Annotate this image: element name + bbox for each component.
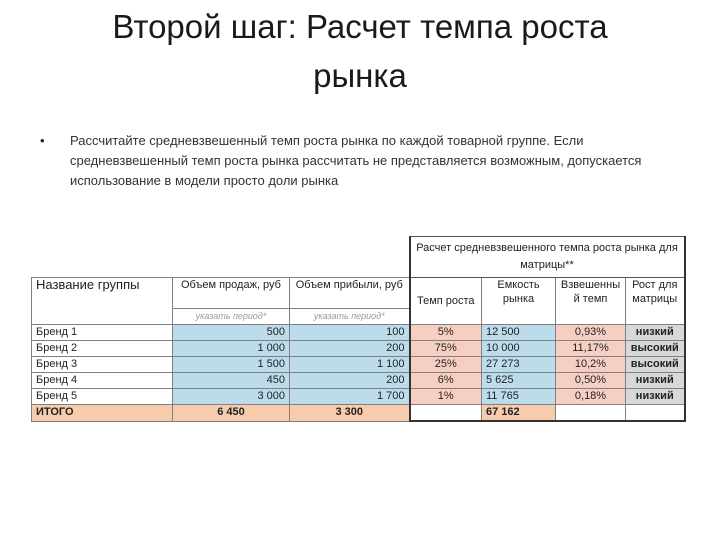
table-row: [32, 341, 685, 357]
header-row: [32, 278, 685, 309]
weighted-cell: 0,18%: [556, 389, 626, 405]
total-row: [32, 405, 685, 422]
total-weighted-empty: [556, 405, 626, 422]
profit-cell[interactable]: 1 700: [290, 389, 410, 405]
table-row: [32, 389, 685, 405]
profit-cell[interactable]: 200: [290, 341, 410, 357]
matrix-cell: низкий: [626, 389, 685, 405]
sales-cell[interactable]: 3 000: [173, 389, 290, 405]
total-label: ИТОГО: [32, 405, 173, 422]
table-row: [32, 325, 685, 341]
sales-cell[interactable]: 1 000: [173, 341, 290, 357]
profit-cell[interactable]: 200: [290, 373, 410, 389]
weighted-cell: 0,93%: [556, 325, 626, 341]
growth-cell[interactable]: 75%: [410, 341, 482, 357]
growth-cell[interactable]: 5%: [410, 325, 482, 341]
growth-table: [31, 236, 686, 422]
sales-cell[interactable]: 1 500: [173, 357, 290, 373]
header-sales: Объем продаж, руб: [173, 278, 290, 309]
sales-cell[interactable]: 500: [173, 325, 290, 341]
matrix-cell: низкий: [626, 325, 685, 341]
total-profit: 3 300: [290, 405, 410, 422]
header-capacity: Емкость рынка: [482, 278, 556, 325]
total-growth-empty: [410, 405, 482, 422]
brand-name: Бренд 5: [32, 389, 173, 405]
growth-cell[interactable]: 1%: [410, 389, 482, 405]
matrix-cell: высокий: [626, 341, 685, 357]
header-profit: Объем прибыли, руб: [290, 278, 410, 309]
header-weighted: Взвешенны й темп: [556, 278, 626, 325]
bullet-text: Рассчитайте средневзвешенный темп роста рынка по каждой товарной группе. Если средневзвешенный темп роста рынка рассчитать не представляется возможным, допускается использование в модели просто доли рынка: [70, 133, 642, 188]
capacity-cell: 5 625: [482, 373, 556, 389]
table-row: [32, 373, 685, 389]
profit-cell[interactable]: 1 100: [290, 357, 410, 373]
header-name: Название группы: [32, 278, 173, 325]
header-matrix: Рост для матрицы: [626, 278, 685, 325]
total-capacity: 67 162: [482, 405, 556, 422]
weighted-cell: 0,50%: [556, 373, 626, 389]
table-row: [32, 357, 685, 373]
capacity-cell: 11 765: [482, 389, 556, 405]
brand-name: Бренд 3: [32, 357, 173, 373]
total-sales: 6 450: [173, 405, 290, 422]
brand-name: Бренд 1: [32, 325, 173, 341]
title-line-2: рынка: [313, 57, 407, 94]
title-line-1: Второй шаг: Расчет темпа роста: [112, 8, 608, 45]
total-matrix-empty: [626, 405, 685, 422]
weighted-cell: 11,17%: [556, 341, 626, 357]
profit-cell[interactable]: 100: [290, 325, 410, 341]
sales-cell[interactable]: 450: [173, 373, 290, 389]
weighted-cell: 10,2%: [556, 357, 626, 373]
sales-period-hint: указать период*: [173, 309, 290, 325]
growth-cell[interactable]: 6%: [410, 373, 482, 389]
brand-name: Бренд 4: [32, 373, 173, 389]
growth-cell[interactable]: 25%: [410, 357, 482, 373]
calc-header: Расчет средневзвешенного темпа роста рынка для матрицы**: [410, 237, 685, 278]
profit-period-hint: указать период*: [290, 309, 410, 325]
bullet-marker: •: [40, 133, 45, 148]
capacity-cell: 10 000: [482, 341, 556, 357]
brand-name: Бренд 2: [32, 341, 173, 357]
capacity-cell: 27 273: [482, 357, 556, 373]
calc-header-row: [32, 237, 685, 278]
header-growth: Темп роста: [410, 278, 482, 325]
capacity-cell: 12 500: [482, 325, 556, 341]
slide-title: [40, 2, 680, 100]
matrix-cell: высокий: [626, 357, 685, 373]
matrix-cell: низкий: [626, 373, 685, 389]
